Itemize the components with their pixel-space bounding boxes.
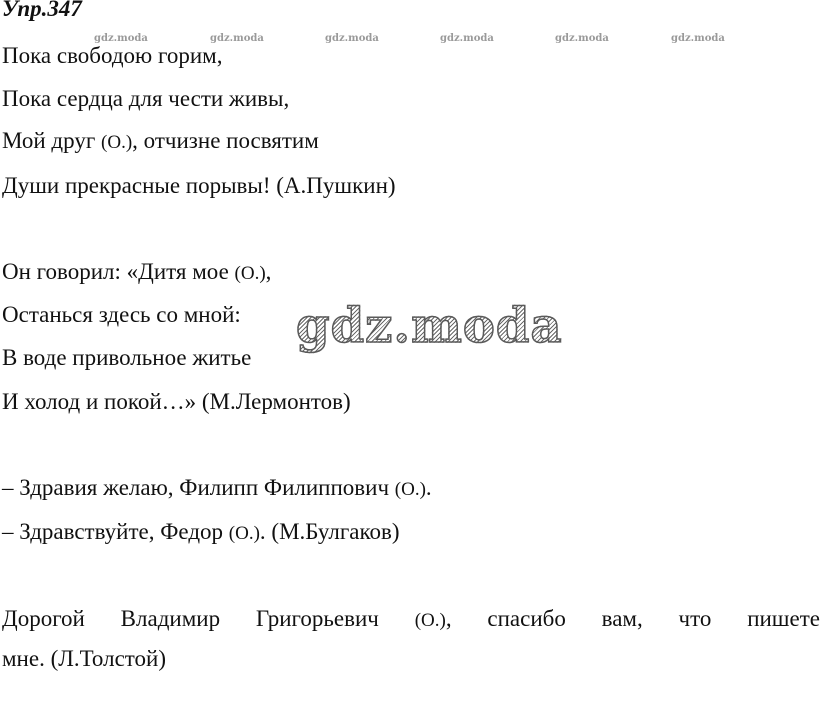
stanza2-line1 [2, 258, 271, 288]
stanza1-line1: Пока свободою горим, [2, 43, 223, 68]
text-fragment: – Здравия желаю, Филипп Филиппович [2, 475, 395, 500]
watermark-small: gdz.moda [555, 33, 609, 44]
text-fragment: Дорогой Владимир Григорьевич [2, 606, 415, 631]
text-fragment: . [425, 475, 432, 500]
text-fragment: . (М.Булгаков) [259, 519, 400, 544]
stanza2-line3: В воде привольное житье [2, 345, 252, 370]
watermark-small: gdz.moda [671, 33, 725, 44]
text-fragment: Он говорил: «Дитя мое [2, 259, 235, 284]
text-fragment: , отчизне посвятим [132, 128, 319, 153]
stanza2-line4: И холод и покой…» (М.Лермонтов) [2, 389, 351, 414]
text-fragment: – Здравствуйте, Федор [2, 519, 229, 544]
letter-line2: мне. (Л.Толстой) [2, 646, 166, 671]
text-fragment: , спасибо вам, что пишете [445, 606, 820, 631]
stanza1-line3 [2, 127, 319, 157]
watermark-logo: gdz.moda [296, 298, 563, 354]
watermark-small: gdz.moda [94, 33, 148, 44]
letter-line1 [2, 605, 820, 635]
text-fragment: , [265, 259, 272, 284]
text-fragment: Мой друг [2, 128, 102, 153]
watermark-small: gdz.moda [210, 33, 264, 44]
dialog-line1 [2, 474, 432, 504]
exercise-title: Упр.347 [2, 0, 82, 21]
stanza1-line2: Пока сердца для чести живы, [2, 86, 290, 111]
stanza2-line2: Останься здесь со мной: [2, 302, 241, 327]
watermark-small: gdz.moda [440, 33, 494, 44]
address-mark: (О.) [414, 610, 446, 631]
stanza1-line4: Души прекрасные порывы! (А.Пушкин) [2, 173, 396, 198]
dialog-line2 [2, 518, 400, 548]
address-mark: (О.) [234, 263, 266, 284]
watermark-small: gdz.moda [325, 33, 379, 44]
address-mark: (О.) [101, 132, 133, 153]
address-mark: (О.) [394, 479, 426, 500]
address-mark: (О.) [228, 523, 260, 544]
